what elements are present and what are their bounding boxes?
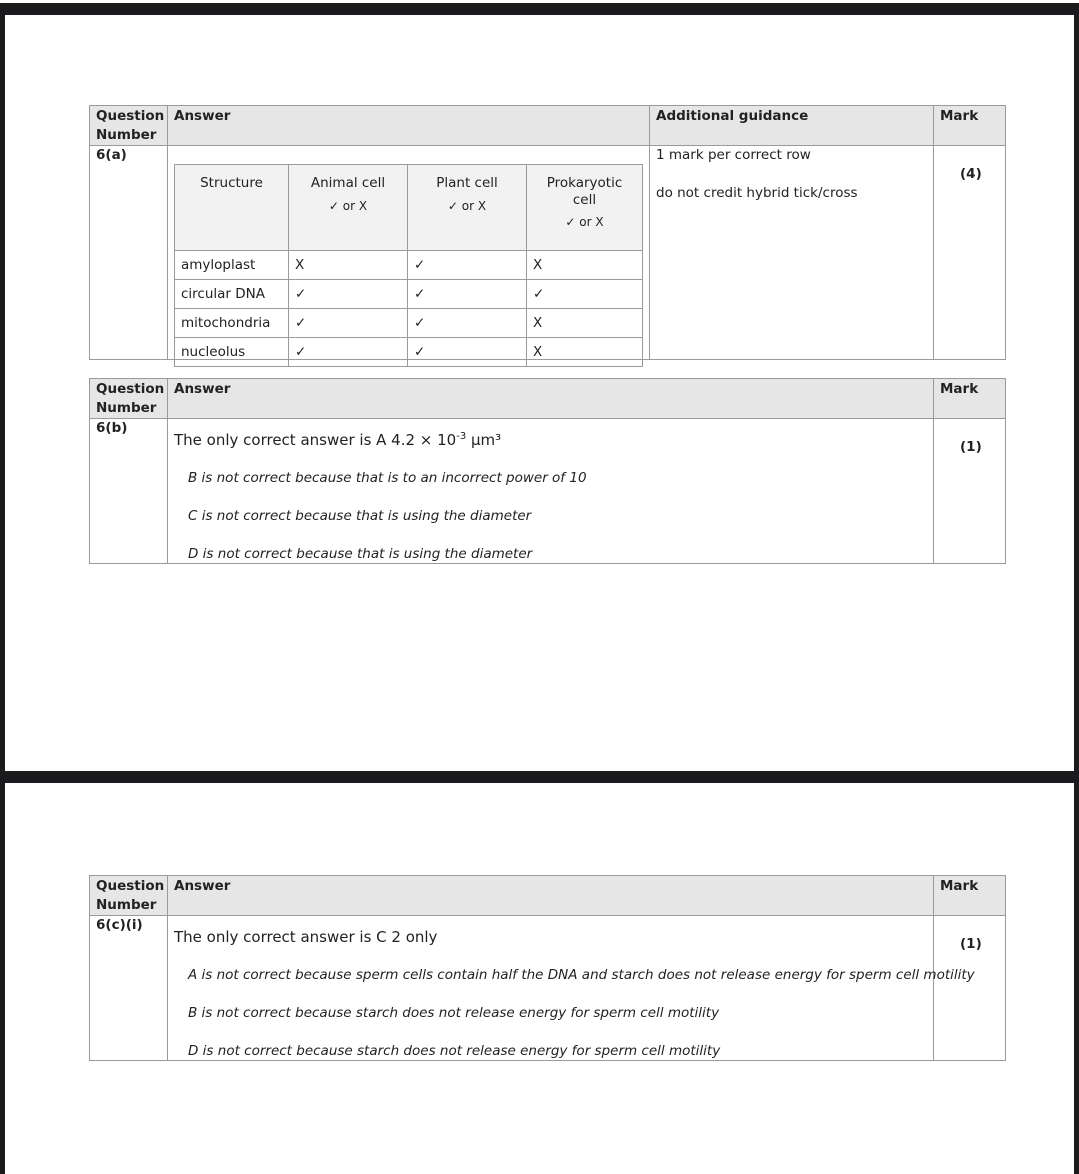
explanation: B is not correct because starch does not release energy for sperm cell motility xyxy=(188,1005,720,1021)
header-question-number: Question Number xyxy=(96,878,165,913)
mark-scheme-6ci xyxy=(89,875,1006,1061)
guidance-line: 1 mark per correct row xyxy=(656,147,811,163)
header-mark: Mark xyxy=(940,108,979,124)
table-row: amyloplast X ✓ X xyxy=(175,251,643,280)
explanation: B is not correct because that is to an incorrect power of 10 xyxy=(188,470,587,486)
question-number: 6(b) xyxy=(96,420,128,436)
correct-answer: The only correct answer is A $4.2 \times 10^{-3}$ µm³ xyxy=(174,431,502,449)
table-row: circular DNA ✓ ✓ ✓ xyxy=(175,280,643,309)
header-question-number: Question Number xyxy=(96,381,165,416)
header-guidance: Additional guidance xyxy=(656,108,809,124)
col-structure: Structure xyxy=(175,165,289,251)
page-separator xyxy=(0,771,1079,783)
question-number: 6(c)(i) xyxy=(96,917,143,933)
page-frame-left xyxy=(0,3,5,1174)
question-number: 6(a) xyxy=(96,147,127,163)
header-mark: Mark xyxy=(940,381,979,397)
table-row: mitochondria ✓ ✓ X xyxy=(175,309,643,338)
mark-scheme-6a xyxy=(89,105,1006,360)
guidance-line: do not credit hybrid tick/cross xyxy=(656,185,858,201)
page-frame-top xyxy=(0,3,1079,15)
mark-value: (1) xyxy=(960,936,982,952)
mark-scheme-6b xyxy=(89,378,1006,564)
explanation: D is not correct because starch does not release energy for sperm cell motility xyxy=(188,1043,721,1059)
table-row: nucleolus ✓ ✓ X xyxy=(175,338,643,367)
header-answer: Answer xyxy=(174,878,231,894)
header-question-number: Question Number xyxy=(96,108,165,143)
col-plant: Plant cell ✓ or X xyxy=(408,165,527,251)
col-animal: Animal cell ✓ or X xyxy=(289,165,408,251)
mark-value: (1) xyxy=(960,439,982,455)
col-prokaryotic: Prokaryotic cell ✓ or X xyxy=(527,165,643,251)
header-answer: Answer xyxy=(174,381,231,397)
explanation: D is not correct because that is using the diameter xyxy=(188,546,533,562)
explanation: C is not correct because that is using the diameter xyxy=(188,508,532,524)
mark-value: (4) xyxy=(960,166,982,182)
explanation: A is not correct because sperm cells contain half the DNA and starch does not release energy for sperm cell motility xyxy=(188,967,975,983)
correct-answer: The only correct answer is C 2 only xyxy=(174,928,438,946)
header-mark: Mark xyxy=(940,878,979,894)
page-frame-right xyxy=(1074,3,1079,1174)
header-answer: Answer xyxy=(174,108,231,124)
cell-structure-table xyxy=(174,164,643,367)
